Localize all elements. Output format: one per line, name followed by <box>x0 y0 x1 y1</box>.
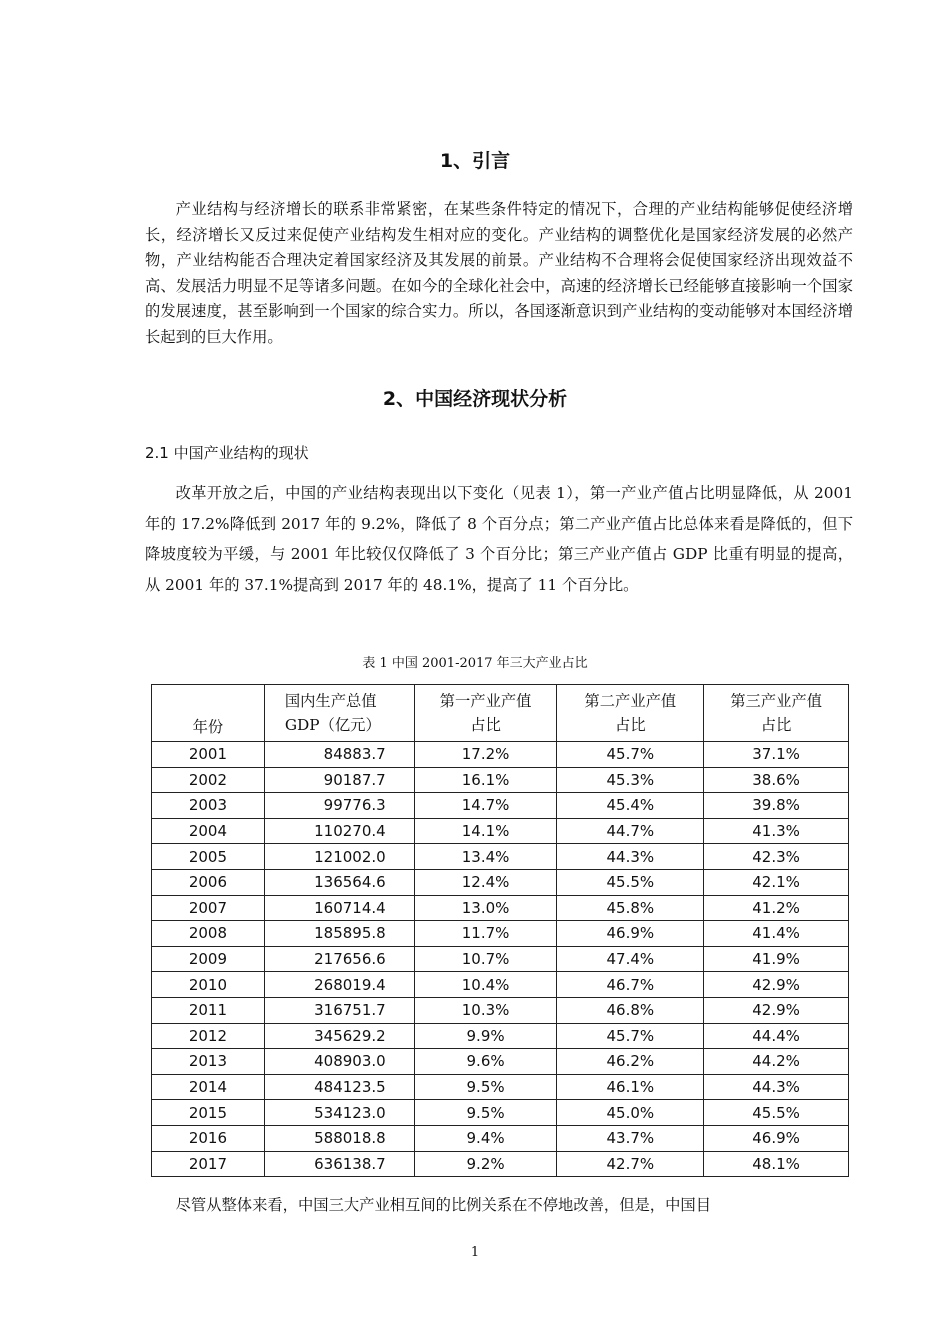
cell-primary: 17.2% <box>414 742 557 768</box>
table-row <box>152 767 849 793</box>
cell-gdp: 121002.0 <box>264 844 414 870</box>
cell-year: 2013 <box>152 1049 265 1075</box>
industry-share-table <box>151 684 849 1177</box>
table-row <box>152 972 849 998</box>
cell-tertiary: 37.1% <box>704 742 849 768</box>
cell-primary: 9.6% <box>414 1049 557 1075</box>
cell-year: 2017 <box>152 1151 265 1177</box>
cell-gdp: 217656.6 <box>264 946 414 972</box>
cell-year: 2012 <box>152 1023 265 1049</box>
table-row <box>152 1151 849 1177</box>
table-caption: 表 1 中国 2001-2017 年三大产业占比 <box>362 656 588 671</box>
cell-tertiary: 42.1% <box>704 869 849 895</box>
table-row <box>152 1049 849 1075</box>
cell-year: 2002 <box>152 767 265 793</box>
cell-secondary: 47.4% <box>557 946 704 972</box>
table-row <box>152 1074 849 1100</box>
cell-tertiary: 42.9% <box>704 997 849 1023</box>
cell-secondary: 46.9% <box>557 921 704 947</box>
cell-tertiary: 41.3% <box>704 818 849 844</box>
cell-year: 2016 <box>152 1125 265 1151</box>
cell-year: 2003 <box>152 793 265 819</box>
cell-secondary: 44.3% <box>557 844 704 870</box>
cell-primary: 10.7% <box>414 946 557 972</box>
cell-year: 2008 <box>152 921 265 947</box>
table-row <box>152 869 849 895</box>
table-row <box>152 793 849 819</box>
cell-secondary: 45.7% <box>557 742 704 768</box>
cell-primary: 9.5% <box>414 1100 557 1126</box>
table-row <box>152 1125 849 1151</box>
cell-tertiary: 38.6% <box>704 767 849 793</box>
cell-year: 2007 <box>152 895 265 921</box>
cell-secondary: 45.3% <box>557 767 704 793</box>
cell-year: 2014 <box>152 1074 265 1100</box>
table-row <box>152 742 849 768</box>
cell-primary: 14.1% <box>414 818 557 844</box>
table-row <box>152 818 849 844</box>
cell-primary: 9.9% <box>414 1023 557 1049</box>
cell-secondary: 46.2% <box>557 1049 704 1075</box>
cell-tertiary: 39.8% <box>704 793 849 819</box>
cell-gdp: 90187.7 <box>264 767 414 793</box>
cell-secondary: 46.8% <box>557 997 704 1023</box>
cell-secondary: 45.4% <box>557 793 704 819</box>
cell-gdp: 408903.0 <box>264 1049 414 1075</box>
cell-gdp: 136564.6 <box>264 869 414 895</box>
cell-tertiary: 44.4% <box>704 1023 849 1049</box>
cell-primary: 13.4% <box>414 844 557 870</box>
cell-gdp: 160714.4 <box>264 895 414 921</box>
cell-tertiary: 45.5% <box>704 1100 849 1126</box>
cell-year: 2009 <box>152 946 265 972</box>
cell-gdp: 588018.8 <box>264 1125 414 1151</box>
section-1-paragraph: 产业结构与经济增长的联系非常紧密，在某些条件特定的情况下，合理的产业结构能够促使经济增长，经济增长又反过来促使产业结构发生相对应的变化。产业结构的调整优化是国家经济发展的必然产物，产业结构能否合理决定着国家经济及其发展的前景。产业结构不合理将会促使国家经济出现效益不高、发展活力明显不足等诸多问题。在如今的全球化社会中，高速的经济增长已经能够直接影响一个国家的发展速度，甚至影响到一个国家的综合实力。所以，各国逐渐意识到产业结构的变动能够对本国经济增长起到的巨大作用。 <box>145 200 853 346</box>
cell-year: 2001 <box>152 742 265 768</box>
header-tertiary: 第三产业产值 占比 <box>704 685 849 742</box>
cell-primary: 10.3% <box>414 997 557 1023</box>
section-2-title: 2、中国经济现状分析 <box>382 388 568 410</box>
table-row <box>152 946 849 972</box>
cell-gdp: 636138.7 <box>264 1151 414 1177</box>
cell-primary: 9.2% <box>414 1151 557 1177</box>
cell-primary: 13.0% <box>414 895 557 921</box>
cell-primary: 11.7% <box>414 921 557 947</box>
cell-primary: 16.1% <box>414 767 557 793</box>
table-body <box>152 742 849 1177</box>
header-secondary: 第二产业产值 占比 <box>557 685 704 742</box>
header-primary: 第一产业产值 占比 <box>414 685 557 742</box>
cell-secondary: 45.8% <box>557 895 704 921</box>
cell-primary: 9.4% <box>414 1125 557 1151</box>
cell-secondary: 46.7% <box>557 972 704 998</box>
cell-secondary: 43.7% <box>557 1125 704 1151</box>
cell-primary: 12.4% <box>414 869 557 895</box>
page-number: 1 <box>470 1245 480 1260</box>
table-row <box>152 1100 849 1126</box>
cell-tertiary: 41.9% <box>704 946 849 972</box>
cell-year: 2015 <box>152 1100 265 1126</box>
cell-tertiary: 48.1% <box>704 1151 849 1177</box>
cell-year: 2005 <box>152 844 265 870</box>
cell-gdp: 99776.3 <box>264 793 414 819</box>
cell-tertiary: 44.3% <box>704 1074 849 1100</box>
cell-year: 2011 <box>152 997 265 1023</box>
cell-secondary: 42.7% <box>557 1151 704 1177</box>
cell-secondary: 45.0% <box>557 1100 704 1126</box>
table-row <box>152 844 849 870</box>
table-header-row <box>152 685 849 742</box>
section-1-title: 1、引言 <box>439 150 511 172</box>
cell-gdp: 316751.7 <box>264 997 414 1023</box>
section-2-closing-paragraph: 尽管从整体来看，中国三大产业相互间的比例关系在不停地改善，但是，中国目 <box>175 1196 711 1214</box>
table-row <box>152 1023 849 1049</box>
cell-tertiary: 41.4% <box>704 921 849 947</box>
cell-primary: 10.4% <box>414 972 557 998</box>
cell-gdp: 110270.4 <box>264 818 414 844</box>
table-row <box>152 997 849 1023</box>
table-row <box>152 921 849 947</box>
cell-secondary: 46.1% <box>557 1074 704 1100</box>
cell-secondary: 45.7% <box>557 1023 704 1049</box>
cell-tertiary: 42.3% <box>704 844 849 870</box>
cell-tertiary: 42.9% <box>704 972 849 998</box>
cell-gdp: 534123.0 <box>264 1100 414 1126</box>
cell-secondary: 44.7% <box>557 818 704 844</box>
cell-tertiary: 46.9% <box>704 1125 849 1151</box>
header-year: 年份 <box>152 685 265 742</box>
cell-gdp: 84883.7 <box>264 742 414 768</box>
table-row <box>152 895 849 921</box>
cell-gdp: 185895.8 <box>264 921 414 947</box>
cell-gdp: 268019.4 <box>264 972 414 998</box>
cell-gdp: 484123.5 <box>264 1074 414 1100</box>
cell-year: 2004 <box>152 818 265 844</box>
header-gdp: 国内生产总值 GDP（亿元） <box>264 685 414 742</box>
subsection-2-1-title: 2.1 中国产业结构的现状 <box>145 444 309 462</box>
cell-primary: 14.7% <box>414 793 557 819</box>
section-2-paragraph: 改革开放之后，中国的产业结构表现出以下变化（见表 1），第一产业产值占比明显降低，从 2001 年的 17.2%降低到 2017 年的 9.2%，降低了 8 个百分点；第二产业产值占比总体来看是降低的，但下降坡度较为平缓，与 2001 年比较仅仅降低了 3 个百分比；第三产业产值占 GDP 比重有明显的提高，从 2001 年的 37.1%提高到 2017 年的 48.1%，提高了 11 个百分比。 <box>145 484 853 594</box>
cell-year: 2010 <box>152 972 265 998</box>
cell-tertiary: 41.2% <box>704 895 849 921</box>
cell-gdp: 345629.2 <box>264 1023 414 1049</box>
cell-primary: 9.5% <box>414 1074 557 1100</box>
cell-secondary: 45.5% <box>557 869 704 895</box>
cell-year: 2006 <box>152 869 265 895</box>
cell-tertiary: 44.2% <box>704 1049 849 1075</box>
